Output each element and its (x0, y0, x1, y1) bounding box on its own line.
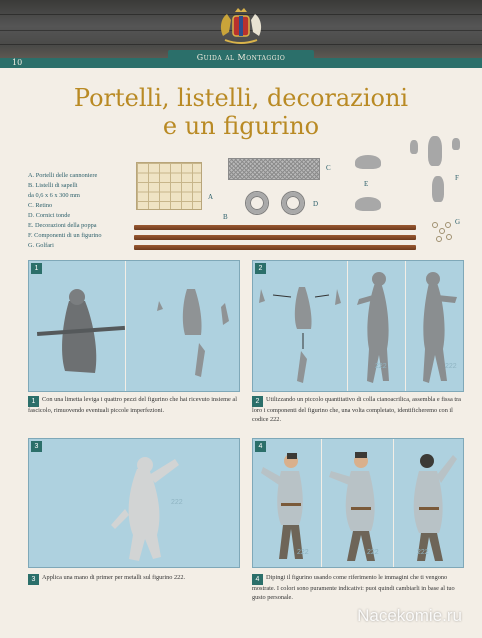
part-d-ring (246, 192, 268, 214)
part-label-g: G (455, 218, 461, 226)
part-f-figure-piece (428, 136, 442, 166)
title-line-2: e un figurino (162, 112, 320, 140)
step-2-photo (252, 260, 464, 392)
part-label-a: A (208, 193, 214, 201)
painted-figure-icon (397, 449, 461, 567)
part-label-d: D (313, 200, 319, 208)
page-number: 10 (12, 58, 23, 67)
step-number-badge: 3 (28, 574, 39, 585)
primed-figure-icon (99, 449, 199, 565)
part-e-decoration (355, 197, 381, 211)
part-g-eyelet (436, 236, 442, 242)
part-a-gunport-sheet (136, 162, 202, 210)
royal-crest-icon (213, 6, 269, 48)
figure-code-label: 222 (375, 363, 387, 370)
step-4-photo (252, 438, 464, 568)
step-number-badge: 2 (252, 396, 263, 407)
step-number-badge: 2 (255, 263, 266, 274)
step-number-badge: 1 (28, 396, 39, 407)
figure-code-label: 222 (417, 549, 429, 556)
legend-item: D. Cornici tonde (28, 212, 71, 219)
part-e-decoration (355, 155, 381, 169)
legend-item: E. Decorazioni della poppa (28, 222, 97, 229)
step-number-badge: 4 (252, 574, 263, 585)
part-c-mesh (228, 158, 320, 180)
part-label-f: F (455, 174, 459, 182)
part-d-ring (282, 192, 304, 214)
step-3-caption: 3 Applica una mano di primer per metalli sul figurino 222. (28, 574, 240, 585)
step-1-photo (28, 260, 240, 392)
step-number-badge: 3 (31, 441, 42, 452)
part-g-eyelet (432, 222, 438, 228)
watermark: Nacekomie.ru (357, 606, 462, 625)
assembly-diagram-icon (255, 267, 345, 387)
figure-code-label: 222 (297, 549, 309, 556)
section-title: Guida al Montaggio (196, 53, 286, 62)
part-label-b: B (223, 213, 228, 221)
step-4-caption: 4 Dipingi il figurino usando come riferimento le immagini che ti vengono mostrate. I colori sono puramente indicativi: puoi quindi cambiarli in base al tuo gusto personale. (252, 574, 455, 601)
figure-code-label: 222 (367, 549, 379, 556)
painted-figure-icon (325, 449, 391, 567)
assembled-figure-icon (407, 269, 463, 389)
legend-item: C. Retino (28, 202, 53, 209)
legend-item: A. Portelli delle cannoniere (28, 172, 98, 179)
part-f-figure-piece (452, 138, 460, 150)
part-f-figure-piece (432, 176, 444, 202)
step-number-badge: 1 (31, 263, 42, 274)
part-f-figure-piece (410, 140, 418, 154)
step-2-caption: 2 Utilizzando un piccolo quantitativo di colla cianoacrilica, assembla e fissa tra loro i componenti del figurino che, una volta completato, identificheremo con il codice 222. (252, 396, 461, 423)
part-label-e: E (364, 180, 369, 188)
parts-legend (28, 171, 138, 251)
figure-pieces-icon (139, 281, 239, 391)
figure-file-icon (35, 281, 125, 381)
part-g-eyelet (445, 222, 451, 228)
part-label-c: C (326, 164, 331, 172)
assembled-figure-icon (349, 269, 405, 389)
part-b-strip (134, 225, 416, 230)
part-g-eyelet (439, 228, 445, 234)
step-1-caption: 1 Con una limetta leviga i quattro pezzi del figurino che hai ricevuto insieme al fascicolo, rimuovendo eventuali piccole imperfezioni. (28, 396, 237, 414)
figure-code-label: 222 (445, 363, 457, 370)
page-title (60, 84, 422, 140)
part-g-eyelet (446, 234, 452, 240)
painted-figure-icon (259, 449, 319, 567)
legend-item: B. Listelli di sapelli (28, 182, 78, 189)
legend-item: F. Componenti di un figurino (28, 232, 102, 239)
part-b-strip (134, 245, 416, 250)
step-3-photo (28, 438, 240, 568)
title-line-1: Portelli, listelli, decorazioni (73, 84, 409, 112)
legend-item: G. Golfari (28, 242, 54, 249)
legend-item: da 0,6 x 6 x 300 mm (28, 192, 80, 199)
part-b-strip (134, 235, 416, 240)
step-number-badge: 4 (255, 441, 266, 452)
section-ribbon (168, 50, 314, 66)
figure-code-label: 222 (171, 499, 183, 506)
